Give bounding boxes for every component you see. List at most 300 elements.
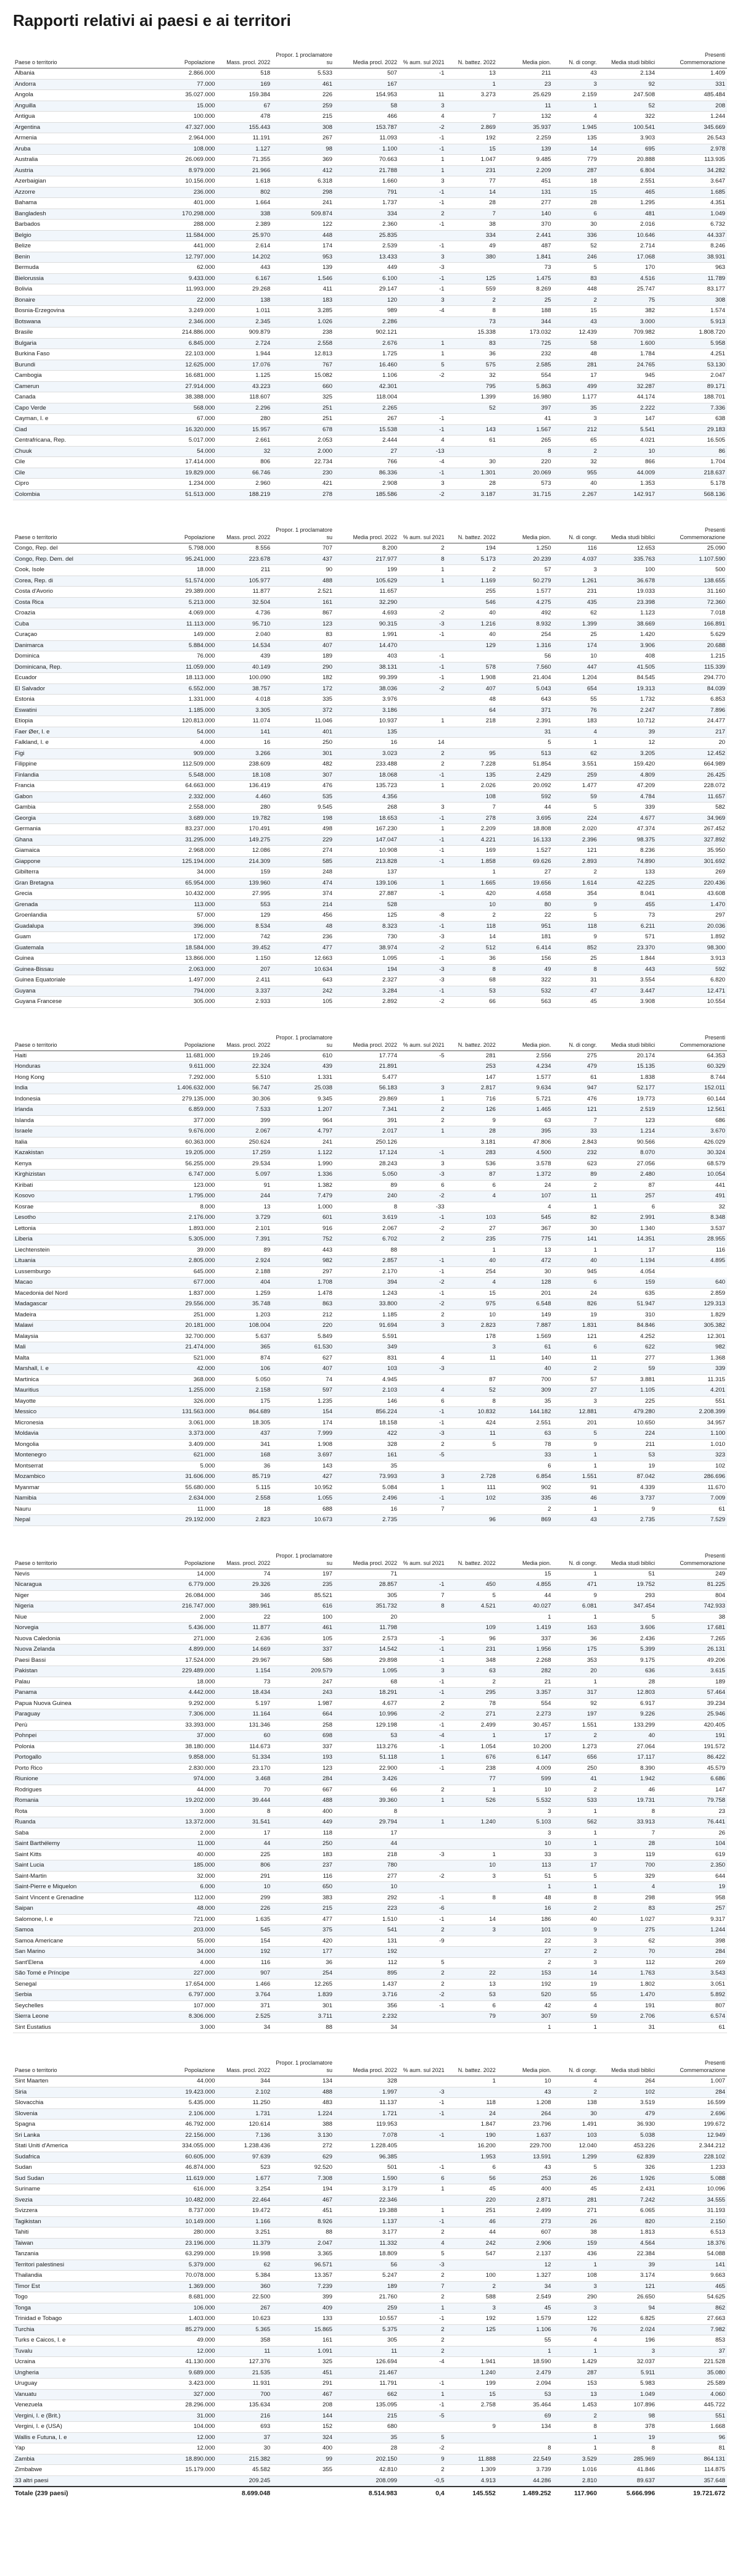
table-cell: 2.519 [599, 1105, 657, 1116]
table-cell: 4.018 [217, 695, 273, 706]
country-name-cell: Salomone, I. e [13, 1914, 155, 1925]
table-cell: 371 [498, 705, 553, 716]
country-name-cell: Eswatini [13, 705, 155, 716]
table-cell: 578 [446, 662, 498, 673]
table-cell: 375 [272, 1925, 334, 1936]
table-cell: 11.877 [217, 1623, 273, 1634]
table-cell: 441 [657, 1180, 727, 1191]
table-cell: 3.373.000 [155, 1429, 217, 1440]
table-cell: 35.080 [657, 2368, 727, 2379]
table-cell: 1.953 [446, 2152, 498, 2163]
table-cell: 57 [498, 565, 553, 576]
table-cell: 38.974 [334, 943, 399, 954]
table-cell: 49.206 [657, 1655, 727, 1666]
table-cell: 445.722 [657, 2400, 727, 2411]
table-cell: 629 [272, 2152, 334, 2163]
table-cell: 698 [272, 1731, 334, 1742]
table-cell: 1.123 [599, 608, 657, 619]
table-cell: 1.107.590 [657, 554, 727, 565]
country-name-cell: Anguilla [13, 101, 155, 112]
table-cell: -1 [399, 651, 446, 663]
table-cell: 1.127 [217, 144, 273, 155]
table-cell: 11.191 [217, 133, 273, 144]
country-name-cell: Bonaire [13, 295, 155, 306]
table-cell: 61 [446, 436, 498, 447]
table-cell: 3.729 [217, 1213, 273, 1224]
table-cell: 82 [553, 1213, 599, 1224]
table-cell: 1.194 [599, 1256, 657, 1267]
table-cell: 67.000 [155, 414, 217, 425]
table-cell: 139 [272, 263, 334, 274]
table-cell: 11.137 [334, 2098, 399, 2109]
table-cell: 27 [446, 1223, 498, 1234]
table-row [13, 1126, 727, 1137]
table-cell: 1.095 [334, 954, 399, 965]
table-cell: 551 [657, 2411, 727, 2422]
table-cell: 89.637 [599, 2475, 657, 2487]
table-cell: 34.282 [657, 165, 727, 176]
table-cell [446, 2411, 498, 2422]
table-cell: 291 [272, 2379, 334, 2390]
table-cell: 18.653 [334, 813, 399, 824]
table-cell: 83 [599, 1904, 657, 1915]
table-cell: 18.305 [217, 1418, 273, 1429]
table-cell: 15 [498, 1569, 553, 1580]
table-cell: -1 [399, 1645, 446, 1656]
table-cell: 2.208.399 [657, 1407, 727, 1418]
table-cell: 70.078.000 [155, 2271, 217, 2282]
table-cell: 1.465 [498, 1105, 553, 1116]
table-row [13, 727, 727, 738]
table-cell: 3 [553, 1936, 599, 1947]
table-cell: 65 [553, 436, 599, 447]
table-cell: 2.267 [553, 489, 599, 500]
table-cell: 11.250 [217, 2098, 273, 2109]
table-cell: 265 [498, 436, 553, 447]
table-cell [446, 1839, 498, 1850]
country-name-cell: Sri Lanka [13, 2130, 155, 2141]
table-cell: -1 [399, 835, 446, 846]
table-cell: 32.504 [217, 597, 273, 608]
table-cell: 84.545 [599, 673, 657, 684]
table-cell: 257 [657, 1904, 727, 1915]
table-cell: 169 [446, 846, 498, 857]
table-cell: 5 [399, 2432, 446, 2443]
table-cell: 181 [498, 932, 553, 943]
table-cell: 17.068 [599, 252, 657, 263]
table-cell: 22 [446, 1968, 498, 1979]
table-cell: 2.521 [272, 587, 334, 598]
country-name-cell: Svizzera [13, 2206, 155, 2217]
column-header: Paese o territorio [13, 44, 155, 68]
table-cell: 10.634 [272, 964, 334, 975]
table-cell: 1 [498, 2022, 553, 2033]
table-cell [446, 2432, 498, 2443]
table-cell: 281 [553, 360, 599, 371]
table-cell: 131 [498, 187, 553, 198]
table-cell: 1.721 [334, 2108, 399, 2120]
table-cell: 196 [599, 2335, 657, 2347]
table-cell: -2 [399, 1223, 446, 1234]
table-cell: 8.681.000 [155, 2292, 217, 2303]
table-row [13, 846, 727, 857]
table-cell: 277 [498, 198, 553, 209]
table-cell: 13 [217, 1202, 273, 1213]
table-cell: 89.171 [657, 381, 727, 392]
table-cell: 2.047 [657, 371, 727, 382]
table-cell: 250.624 [217, 1137, 273, 1148]
table-cell: 443 [217, 263, 273, 274]
table-cell: 7.560 [498, 662, 553, 673]
table-cell: 1.660 [334, 176, 399, 188]
table-cell: 27.064 [599, 1741, 657, 1752]
table-cell: 203.000 [155, 1925, 217, 1936]
table-cell: 4.060 [657, 2389, 727, 2400]
table-cell: 5.000 [155, 1461, 217, 1472]
table-cell: 780 [334, 1860, 399, 1872]
country-name-cell: Sint Maarten [13, 2076, 155, 2087]
table-cell: -1 [399, 1407, 446, 1418]
table-cell: 146 [334, 1396, 399, 1407]
table-cell: 3 [553, 79, 599, 90]
table-cell: 125 [446, 273, 498, 284]
table-cell: 8.737.000 [155, 2206, 217, 2217]
table-cell: 730 [334, 932, 399, 943]
table-cell: 344 [217, 2076, 273, 2087]
table-cell: 81.225 [657, 1580, 727, 1591]
table-cell: 12 [498, 2260, 553, 2271]
table-cell: 5.050 [217, 1374, 273, 1385]
table-cell: 8 [553, 1893, 599, 1904]
country-name-cell: Svezia [13, 2195, 155, 2206]
table-cell [446, 446, 498, 457]
column-header: N. di congr. [553, 1026, 599, 1051]
table-row [13, 673, 727, 684]
table-cell: 2 [553, 1731, 599, 1742]
table-row [13, 2087, 727, 2098]
table-row [13, 1580, 727, 1591]
table-cell: 254 [272, 1968, 334, 1979]
table-cell: 76 [553, 705, 599, 716]
table-cell: 6.854 [498, 1472, 553, 1483]
table-cell: 1.150 [217, 954, 273, 965]
table-cell: 11 [498, 101, 553, 112]
table-cell: 47.209 [599, 781, 657, 792]
table-cell: 12.265 [272, 1979, 334, 1990]
table-cell: 14 [446, 187, 498, 198]
column-header: Presenti Commemorazione [657, 1545, 727, 1569]
table-cell: 1.261 [553, 576, 599, 587]
table-cell: 2.431 [599, 2184, 657, 2195]
table-cell: 6.732 [657, 220, 727, 231]
table-cell: 135.723 [334, 781, 399, 792]
table-cell: 6.147 [498, 1752, 553, 1764]
table-cell: 107.896 [599, 2400, 657, 2411]
country-name-cell: Guyana Francese [13, 997, 155, 1008]
country-name-cell: Curaçao [13, 630, 155, 641]
table-cell: 945 [553, 1266, 599, 1278]
table-cell: 28 [446, 479, 498, 490]
table-cell: 335.763 [599, 554, 657, 565]
table-cell: 3.906 [599, 640, 657, 651]
table-cell: 3.529 [553, 2454, 599, 2465]
table-cell: 22.549 [498, 2454, 553, 2465]
country-name-cell: Nuova Caledonia [13, 1633, 155, 1645]
table-cell: 12.803 [599, 1688, 657, 1699]
table-cell: 11.059.000 [155, 662, 217, 673]
table-cell: 299 [217, 1893, 273, 1904]
table-cell: 123.000 [155, 1180, 217, 1191]
table-row [13, 392, 727, 403]
table-section [13, 44, 725, 500]
table-cell: 5 [553, 1871, 599, 1882]
table-cell: 11.993.000 [155, 284, 217, 295]
table-cell: 571 [599, 932, 657, 943]
table-cell: 48 [498, 1893, 553, 1904]
country-name-cell: Lussemburgo [13, 1266, 155, 1278]
table-section [13, 1545, 725, 2034]
table-cell: 2.063.000 [155, 964, 217, 975]
total-cell [272, 2487, 334, 2501]
table-cell: 223 [334, 1904, 399, 1915]
country-name-cell: Saint Lucia [13, 1860, 155, 1872]
table-cell: 76.441 [657, 1817, 727, 1828]
table-cell: 6.820 [657, 975, 727, 986]
table-cell: -1 [399, 1493, 446, 1505]
table-cell: 2.549 [498, 2292, 553, 2303]
table-cell [399, 1072, 446, 1083]
column-header: % aum. sul 2021 [399, 519, 446, 543]
table-cell: 27.887 [334, 889, 399, 900]
table-cell: 582 [657, 803, 727, 814]
table-cell: 13 [446, 1979, 498, 1990]
table-row [13, 1990, 727, 2001]
table-cell: 17.076 [217, 360, 273, 371]
table-cell: 10.054 [657, 1170, 727, 1181]
country-name-cell: Ghana [13, 835, 155, 846]
table-cell: 247 [272, 1677, 334, 1688]
table-cell [446, 1202, 498, 1213]
table-cell: 16.200 [446, 2141, 498, 2152]
table-cell: 455 [599, 899, 657, 910]
table-cell: 40 [498, 1364, 553, 1375]
table-cell: -2 [399, 371, 446, 382]
table-row [13, 1051, 727, 1062]
table-cell: 2.869 [446, 122, 498, 133]
country-name-cell: Antigua [13, 112, 155, 123]
table-cell: 10.712 [599, 716, 657, 727]
table-cell [446, 2022, 498, 2033]
table-cell: 2.551 [498, 1418, 553, 1429]
table-row [13, 1115, 727, 1126]
table-cell: 820 [599, 2216, 657, 2227]
table-cell: 43 [498, 2163, 553, 2174]
table-cell: 167 [334, 79, 399, 90]
table-row [13, 705, 727, 716]
table-cell: 107 [498, 1191, 553, 1202]
table-cell: 371 [217, 2000, 273, 2012]
table-cell: 30 [553, 2108, 599, 2120]
country-name-cell: Guadalupa [13, 921, 155, 932]
table-cell: 700 [498, 1374, 553, 1385]
table-cell: 188 [498, 306, 553, 317]
table-cell: 241 [272, 198, 334, 209]
table-cell: 3.716 [334, 1990, 399, 2001]
table-cell: 554 [498, 371, 553, 382]
table-cell: 650 [272, 1882, 334, 1893]
table-cell: 114.875 [657, 2465, 727, 2476]
table-cell: 456 [272, 910, 334, 922]
table-cell: 3 [553, 565, 599, 576]
country-name-cell: Portogallo [13, 1752, 155, 1764]
country-name-cell: Botswana [13, 316, 155, 328]
table-cell: 7 [446, 803, 498, 814]
country-name-cell: San Marino [13, 1947, 155, 1958]
table-cell: 19.205.000 [155, 1148, 217, 1159]
table-cell: 2.960 [217, 479, 273, 490]
table-cell: 7.009 [657, 1493, 727, 1505]
table-cell: -1 [399, 954, 446, 965]
table-row [13, 263, 727, 274]
table-cell: 895 [334, 1968, 399, 1979]
table-cell: 106.000 [155, 2303, 217, 2314]
table-cell: 214.886.000 [155, 328, 217, 339]
country-name-cell: Gambia [13, 803, 155, 814]
table-row [13, 1493, 727, 1505]
table-cell: 268 [334, 803, 399, 814]
country-name-cell: Suriname [13, 2184, 155, 2195]
table-cell: 1.419 [498, 1623, 553, 1634]
table-cell: 131.563.000 [155, 1407, 217, 1418]
table-cell: 2.735 [599, 1515, 657, 1526]
table-cell: 43.608 [657, 889, 727, 900]
table-cell: -2 [399, 489, 446, 500]
table-cell: 42.225 [599, 878, 657, 889]
table-cell: -3 [399, 619, 446, 630]
table-row [13, 1666, 727, 1677]
table-cell: 31.000 [155, 2411, 217, 2422]
table-cell: 22.103.000 [155, 349, 217, 360]
table-cell [399, 1342, 446, 1353]
table-cell [498, 2432, 553, 2443]
table-cell: 869 [498, 1515, 553, 1526]
table-cell: 5 [399, 360, 446, 371]
table-cell: 73.993 [334, 1472, 399, 1483]
table-cell: 479 [599, 2108, 657, 2120]
table-row [13, 824, 727, 835]
table-cell: 1 [553, 1461, 599, 1472]
table-cell: 1.551 [553, 1720, 599, 1731]
table-cell: 29.147 [334, 284, 399, 295]
table-cell: 3.447 [599, 986, 657, 997]
country-name-cell: Sierra Leone [13, 2012, 155, 2023]
table-cell [446, 1364, 498, 1375]
table-cell: 92.520 [272, 2163, 334, 2174]
table-cell: 420.405 [657, 1720, 727, 1731]
table-cell: 856.224 [334, 1407, 399, 1418]
table-cell: 8 [334, 1806, 399, 1817]
table-cell: 12.040 [553, 2141, 599, 2152]
table-cell: 2.968.000 [155, 846, 217, 857]
table-cell: 131.346 [217, 1720, 273, 1731]
table-cell: 10.200 [498, 1741, 553, 1752]
table-row [13, 554, 727, 565]
table-cell: 1.470 [599, 1990, 657, 2001]
table-cell: 250 [272, 1839, 334, 1850]
table-row [13, 1882, 727, 1893]
table-cell: 8 [446, 306, 498, 317]
table-cell: 66 [446, 997, 498, 1008]
table-cell: 216.747.000 [155, 1601, 217, 1612]
table-cell: 88 [272, 2022, 334, 2033]
table-cell: -1 [399, 1655, 446, 1666]
table-cell: 4.201 [657, 1385, 727, 1397]
table-cell: 185.586 [334, 489, 399, 500]
column-header: Media pion. [498, 2052, 553, 2076]
table-cell: 18.113.000 [155, 673, 217, 684]
table-cell: 664 [272, 1709, 334, 1720]
country-name-cell: Mayotte [13, 1396, 155, 1407]
country-name-cell: Austria [13, 165, 155, 176]
table-cell: 1.091 [272, 2346, 334, 2357]
table-cell: 28.857 [334, 1580, 399, 1591]
table-cell [446, 2087, 498, 2098]
table-cell: 488 [272, 1796, 334, 1807]
table-cell: 77 [446, 176, 498, 188]
table-cell: 301 [272, 748, 334, 759]
table-cell: 259 [334, 2303, 399, 2314]
table-cell: 3.554 [599, 975, 657, 986]
country-name-cell: Canada [13, 392, 155, 403]
table-cell: 175 [553, 1645, 599, 1656]
table-cell: 422 [334, 1429, 399, 1440]
column-header: N. di congr. [553, 519, 599, 543]
table-cell: 267.452 [657, 824, 727, 835]
country-name-cell: Gabon [13, 791, 155, 803]
table-cell: 15 [553, 187, 599, 198]
table-cell: 10 [334, 1882, 399, 1893]
table-cell: 305.000 [155, 997, 217, 1008]
table-cell: 354 [553, 889, 599, 900]
table-cell: 12.881 [553, 1407, 599, 1418]
table-cell: 104 [657, 1839, 727, 1850]
table-row [13, 273, 727, 284]
table-cell: 170 [599, 263, 657, 274]
table-cell: 10.554 [657, 997, 727, 1008]
table-cell: 2 [553, 446, 599, 457]
country-name-cell: Azerbaigian [13, 176, 155, 188]
table-cell: 3.357 [498, 1688, 553, 1699]
table-cell: 287 [553, 2368, 599, 2379]
table-cell: 2.614 [217, 241, 273, 252]
column-header: Presenti Commemorazione [657, 2052, 727, 2076]
table-cell: 7.265 [657, 1633, 727, 1645]
country-name-cell: Palau [13, 1677, 155, 1688]
country-name-cell: Ecuador [13, 673, 155, 684]
table-cell: 35.027.000 [155, 90, 217, 101]
table-row [13, 856, 727, 867]
table-cell: 31.160 [657, 587, 727, 598]
table-cell: 2.724 [217, 338, 273, 349]
table-cell: 18.158 [334, 1418, 399, 1429]
table-cell [446, 1828, 498, 1839]
header-row [13, 519, 727, 543]
table-cell: 3 [446, 1342, 498, 1353]
table-cell: 4.516 [599, 273, 657, 284]
table-cell: 37 [657, 2346, 727, 2357]
table-cell: 3 [498, 1806, 553, 1817]
table-cell: 225 [217, 1849, 273, 1860]
